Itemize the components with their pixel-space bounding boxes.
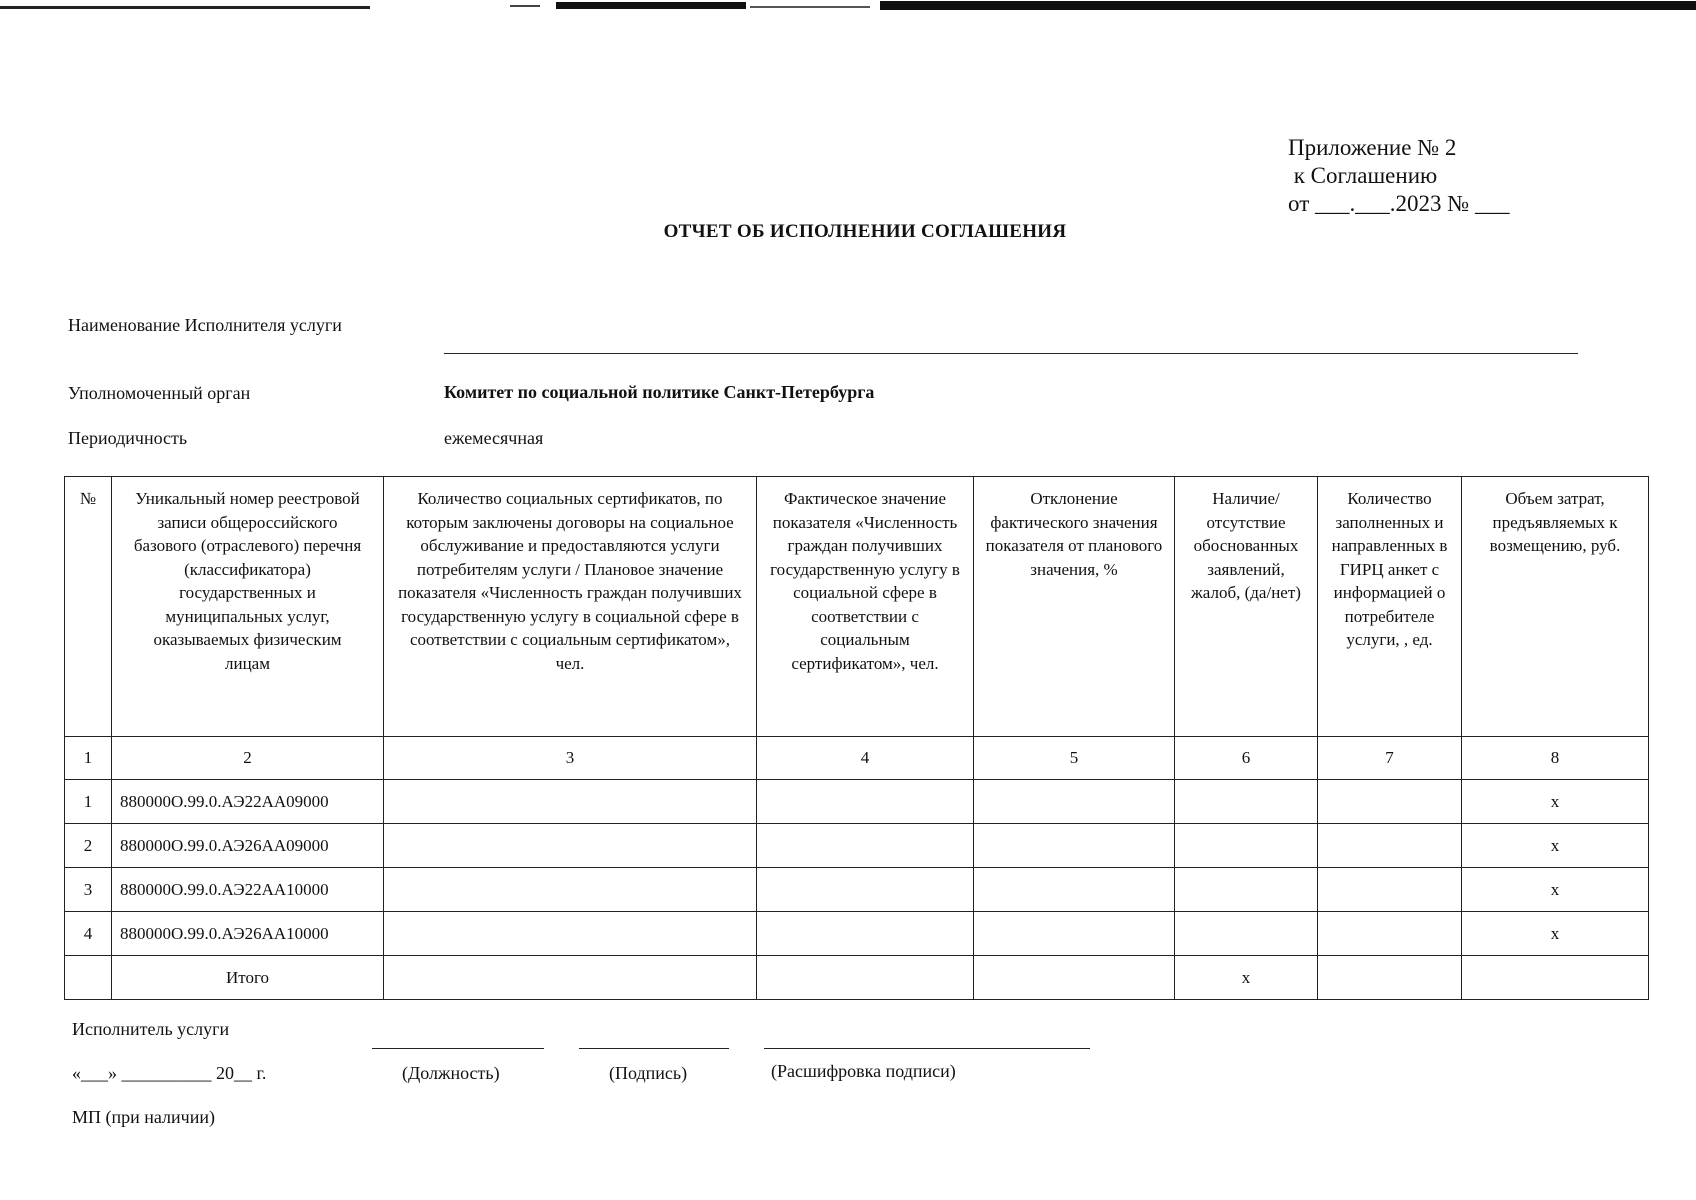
authority-value: Комитет по социальной политике Санкт-Петербурга — [444, 382, 875, 402]
row-number: 2 — [65, 824, 112, 868]
header-col-1 — [65, 477, 112, 737]
registry-code: 880000О.99.0.АЭ22АА10000 — [112, 868, 384, 912]
authority-label: Уполномоченный орган — [68, 383, 251, 403]
appendix-agreement: к Соглашению — [1288, 163, 1438, 188]
registry-code: 880000О.99.0.АЭ22АА09000 — [112, 780, 384, 824]
column-number: 7 — [1318, 737, 1462, 780]
footer-stamp: МП (при наличии) — [72, 1107, 215, 1127]
periodicity-value: ежемесячная — [444, 428, 544, 448]
periodicity-label: Периодичность — [68, 428, 188, 448]
table-cell — [974, 780, 1175, 824]
table-cell — [1318, 868, 1462, 912]
table-row — [65, 912, 1649, 956]
table-cell: х — [1462, 912, 1649, 956]
footer-executor-label: Исполнитель услуги — [72, 1019, 230, 1039]
table-cell — [1318, 780, 1462, 824]
column-number: 4 — [757, 737, 974, 780]
table-cell — [384, 868, 757, 912]
position-caption: (Должность) — [402, 1063, 500, 1083]
table-cell: х — [1175, 956, 1318, 1000]
signature-decode-caption: (Расшифровка подписи) — [771, 1061, 956, 1081]
table-cell — [1175, 868, 1318, 912]
table-cell: х — [1462, 780, 1649, 824]
total-label: Итого — [112, 956, 384, 1000]
header-label: Наличие/ отсутствие обоснованных заявлений, жалоб, (да/нет) — [1191, 489, 1301, 602]
appendix-date: от ___.___.2023 № ___ — [1288, 191, 1510, 216]
table-cell — [974, 956, 1175, 1000]
header-col-5 — [974, 477, 1175, 737]
table-cell: х — [1462, 868, 1649, 912]
column-number: 3 — [384, 737, 757, 780]
column-number: 8 — [1462, 737, 1649, 780]
header-label: № — [79, 489, 97, 508]
table-cell — [757, 780, 974, 824]
executor-fill-line — [444, 353, 1578, 354]
table-cell — [974, 868, 1175, 912]
total-row — [65, 956, 1649, 1000]
table-cell — [384, 912, 757, 956]
header-col-6 — [1175, 477, 1318, 737]
table-cell — [1318, 912, 1462, 956]
header-label: Фактическое значение показателя «Численность граждан получивших государственную услугу в социальной сфере в соответствии с социальным сертификатом», чел. — [770, 489, 960, 673]
table-cell — [1462, 956, 1649, 1000]
column-number: 6 — [1175, 737, 1318, 780]
table-cell — [1175, 780, 1318, 824]
column-number: 5 — [974, 737, 1175, 780]
appendix-header — [1288, 134, 1509, 218]
table-cell — [1318, 824, 1462, 868]
table-cell — [757, 868, 974, 912]
table-cell — [1175, 824, 1318, 868]
header-col-2 — [112, 477, 384, 737]
appendix-number: Приложение № 2 — [1288, 135, 1457, 160]
row-number: 1 — [65, 780, 112, 824]
header-col-4 — [757, 477, 974, 737]
table-cell — [1318, 956, 1462, 1000]
table-cell — [1175, 912, 1318, 956]
table-cell — [757, 912, 974, 956]
row-number: 4 — [65, 912, 112, 956]
table-row — [65, 824, 1649, 868]
column-number-row — [65, 737, 1649, 780]
table-row — [65, 868, 1649, 912]
table-cell — [974, 912, 1175, 956]
executor-label: Наименование Исполнителя услуги — [68, 315, 342, 335]
header-label: Количество заполненных и направленных в ГИРЦ анкет с информацией о потребителе услуги, , ед. — [1331, 489, 1448, 649]
table-cell — [65, 956, 112, 1000]
header-label: Объем затрат, предъявляемых к возмещению, руб. — [1489, 489, 1621, 555]
header-label: Отклонение фактического значения показателя от планового значения, % — [985, 489, 1163, 579]
header-label: Количество социальных сертификатов, по которым заключены договоры на социальное обслуживание и предоставляются услуги потребителям услуги / Плановое значение показателя «Численность граждан получивших государственную услугу в социальной сфере в соответствии с социальным сертификатом», чел. — [398, 489, 742, 673]
registry-code: 880000О.99.0.АЭ26АА10000 — [112, 912, 384, 956]
signature-line — [579, 1048, 729, 1049]
document-title: ОТЧЕТ ОБ ИСПОЛНЕНИИ СОГЛАШЕНИЯ — [663, 221, 1067, 242]
table-cell — [384, 780, 757, 824]
signature-decode-line — [764, 1048, 1090, 1049]
header-col-8 — [1462, 477, 1649, 737]
table-cell — [384, 824, 757, 868]
header-label: Уникальный номер реестровой записи общероссийского базового (отраслевого) перечня (классификатора) государственных и муниципальных услуг, оказываемых физическим лицам — [133, 489, 362, 673]
report-table — [64, 476, 1649, 1000]
column-number: 1 — [65, 737, 112, 780]
table-row — [65, 780, 1649, 824]
signature-caption: (Подпись) — [609, 1063, 688, 1083]
registry-code: 880000О.99.0.АЭ26АА09000 — [112, 824, 384, 868]
position-line — [372, 1048, 544, 1049]
table-cell — [974, 824, 1175, 868]
table-cell — [757, 824, 974, 868]
table-header-row — [65, 477, 1649, 737]
header-col-3 — [384, 477, 757, 737]
table-cell — [384, 956, 757, 1000]
table-cell — [757, 956, 974, 1000]
column-number: 2 — [112, 737, 384, 780]
row-number: 3 — [65, 868, 112, 912]
scan-edge-artifact — [0, 0, 1696, 14]
table-cell: х — [1462, 824, 1649, 868]
header-col-7 — [1318, 477, 1462, 737]
footer-date: «___» __________ 20__ г. — [72, 1063, 267, 1083]
